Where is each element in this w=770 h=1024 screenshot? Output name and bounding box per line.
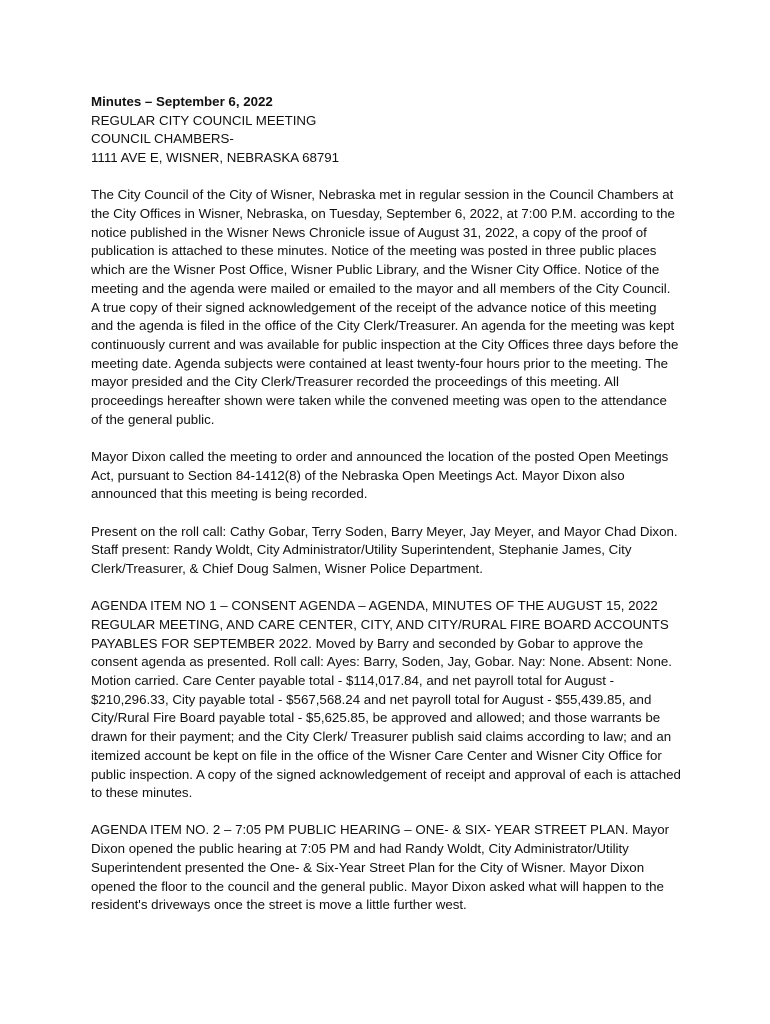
agenda-item-1-paragraph: AGENDA ITEM NO 1 – CONSENT AGENDA – AGENDA, MINUTES OF THE AUGUST 15, 2022 REGULAR MEETING, AND CARE CENTER, CITY, AND CITY/RURAL FIRE BOARD ACCOUNTS PAYABLES FOR SEPTEMBER 2022. Moved by Barry and seconded by Gobar to approve the consent agenda as presented. Roll call: Ayes: Barry, Soden, Jay, Gobar. Nay: None. Absent: None. Motion carried. Care Center payable total - $114,017.84, and net payroll total for August - $210,296.33, City payable total - $567,568.24 and net payroll total for August - $55,439.85, and City/Rural Fire Board payable total - $5,625.85, be approved and allowed; and those warrants be drawn for their payment; and the City Clerk/ Treasurer publish said claims according to law; and an itemized account be kept on file in the office of the Wisner Care Center and Wisner City Office for public inspection. A copy of the signed acknowledgement of receipt and approval of each is attached to these minutes.	[91, 598, 681, 801]
session-paragraph: The City Council of the City of Wisner, Nebraska met in regular session in the Council Chambers at the City Offices in Wisner, Nebraska, on Tuesday, September 6, 2022, at 7:00 P.M. according to the notice published in the Wisner News Chronicle issue of August 31, 2022, a copy of the proof of publication is attached to these minutes. Notice of the meeting was posted in three public places which are the Wisner Post Office, Wisner Public Library, and the Wisner City Office. Notice of the meeting and the agenda were mailed or emailed to the mayor and all members of the City Council. A true copy of their signed acknowledgement of the receipt of the advance notice of this meeting and the agenda is filed in the office of the City Clerk/Treasurer. An agenda for the meeting was kept continuously current and was available for public inspection at the City Offices three days before the meeting date. Agenda subjects were contained at least twenty-four hours prior to the meeting. The mayor presided and the City Clerk/Treasurer recorded the proceedings of this meeting. All proceedings hereafter shown were taken while the convened meeting was open to the attendance of the general public.	[91, 187, 679, 427]
minutes-title: Minutes – September 6, 2022	[91, 94, 273, 109]
meeting-location: COUNCIL CHAMBERS-	[91, 131, 234, 147]
call-to-order-paragraph: Mayor Dixon called the meeting to order and announced the location of the posted Open Meetings Act, pursuant to Section 84-1412(8) of the Nebraska Open Meetings Act. Mayor Dixon also announced that this meeting is being recorded.	[91, 448, 669, 502]
meeting-type: REGULAR CITY COUNCIL MEETING	[91, 112, 317, 128]
roll-call-paragraph: Present on the roll call: Cathy Gobar, Terry Soden, Barry Meyer, Jay Meyer, and Mayor Chad Dixon. Staff present: Randy Woldt, City Administrator/Utility Superintendent, Stephanie James, City Clerk/Treasurer, & Chief Doug Salmen, Wisner Police Department.	[91, 523, 678, 576]
agenda-item-2-paragraph: AGENDA ITEM NO. 2 – 7:05 PM PUBLIC HEARING – ONE- & SIX- YEAR STREET PLAN. Mayor Dixon opened the public hearing at 7:05 PM and had Randy Woldt, City Administrator/Utility Superintendent presented the One- & Six-Year Street Plan for the City of Wisner. Mayor Dixon opened the floor to the council and the general public. Mayor Dixon asked what will happen to the resident's driveways once the street is move a little further west.	[91, 822, 670, 913]
document-page	[91, 93, 681, 915]
minutes-header	[91, 93, 681, 168]
meeting-address: 1111 AVE E, WISNER, NEBRASKA 68791	[91, 150, 340, 166]
